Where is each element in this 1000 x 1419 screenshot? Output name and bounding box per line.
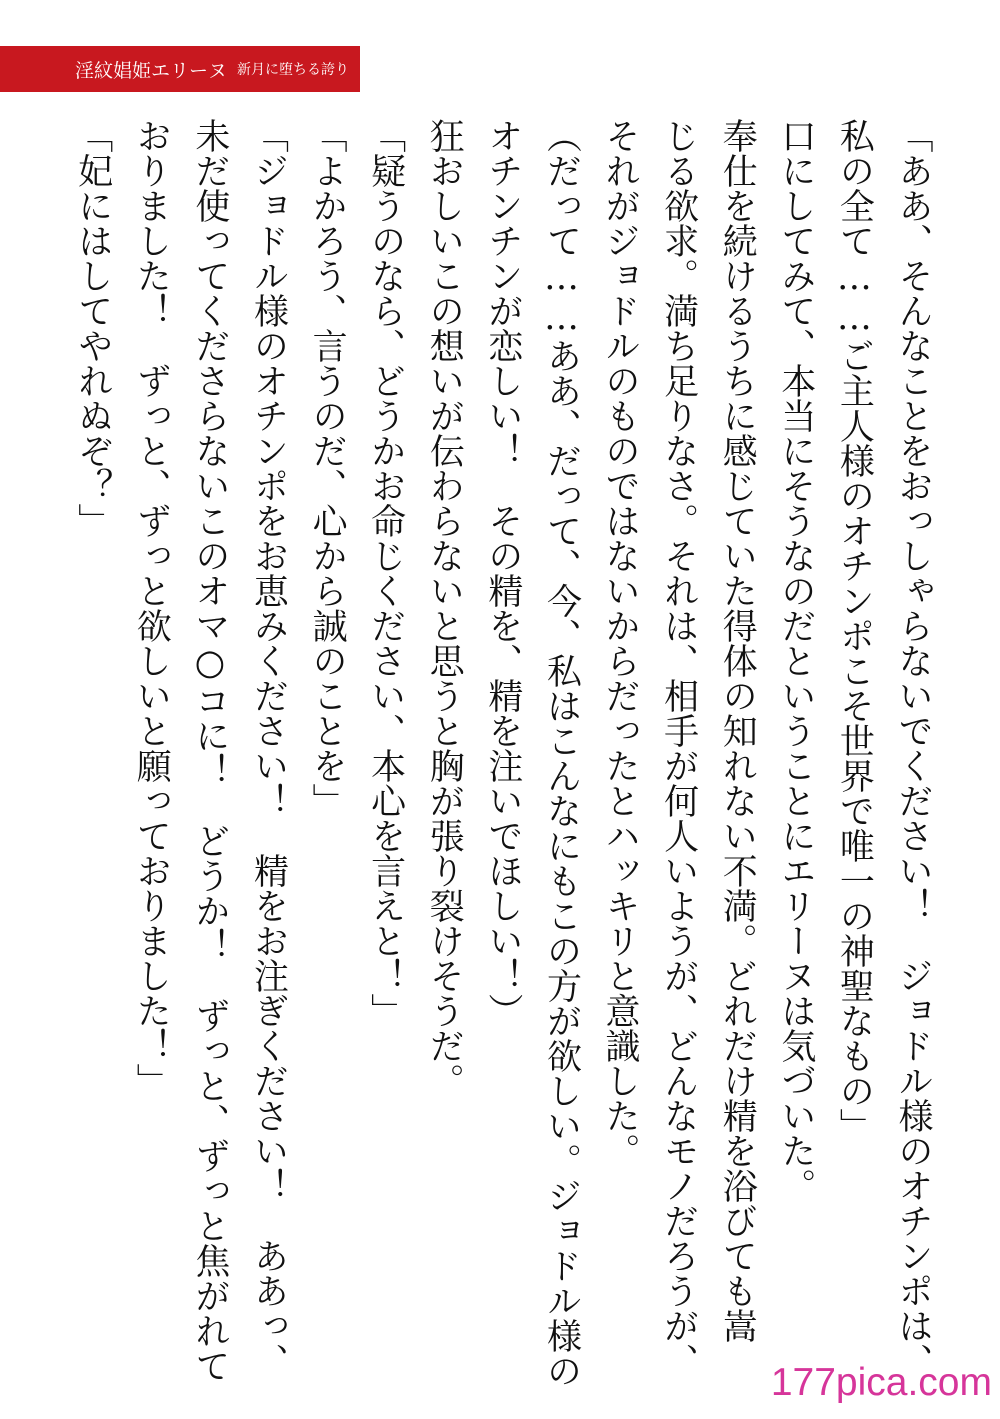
text-line-15: 「妃にはしてやれぬぞ？」: [72, 118, 113, 538]
text-line-14: おりました！ ずっと、ずっと欲しいと願っておりました！」: [131, 118, 172, 1098]
text-line-7: （だって……ああ、だって、今、私はこんなにもこの方が欲しい。ジョドル様の: [541, 118, 582, 1388]
text-line-10: 「疑うのなら、どうかお命じください、本心を言えと！」: [365, 118, 406, 1028]
running-header-bar: [0, 46, 360, 92]
text-line-6: それがジョドルのものではないからだったとハッキリと意識した。: [600, 118, 641, 1168]
text-line-12: 「ジョドル様のオチンポをお恵みください！ 精をお注ぎください！ ああっ、: [248, 118, 289, 1378]
text-line-11: 「よかろう、言うのだ、心から誠のことを」: [307, 118, 348, 818]
text-line-8: オチンチンが恋しい！ その精を、精を注いでほしい！）: [482, 118, 523, 1028]
vertical-body-text: [62, 118, 942, 1388]
text-line-5: じる欲求。満ち足りなさ。それは、相手が何人いようが、どんなモノだろうが、: [658, 118, 699, 1378]
book-title: 淫紋娼姫エリーヌ: [75, 59, 228, 82]
text-line-9: 狂おしいこの想いが伝わらないと思うと胸が張り裂けそうだ。: [424, 118, 465, 1098]
text-line-2: 私の全て……ご主人様のオチンポこそ世界で唯一の神聖なもの」: [834, 118, 875, 1143]
book-subtitle: 新月に堕ちる誇り: [237, 62, 350, 78]
text-line-13: 未だ使ってくださらないこのオマ○コに！ どうか！ ずっと、ずっと焦がれて: [189, 118, 230, 1383]
text-line-1: 「ああ、そんなことをおっしゃらないでください！ ジョドル様のオチンポは、: [893, 118, 933, 1378]
watermark-text: 177pica.com: [770, 1361, 992, 1404]
text-line-4: 奉仕を続けるうちに感じていた得体の知れない不満。どれだけ精を浴びても嵩: [717, 118, 758, 1343]
text-line-3: 口にしてみて、本当にそうなのだということにエリーヌは気づいた。: [775, 118, 816, 1203]
